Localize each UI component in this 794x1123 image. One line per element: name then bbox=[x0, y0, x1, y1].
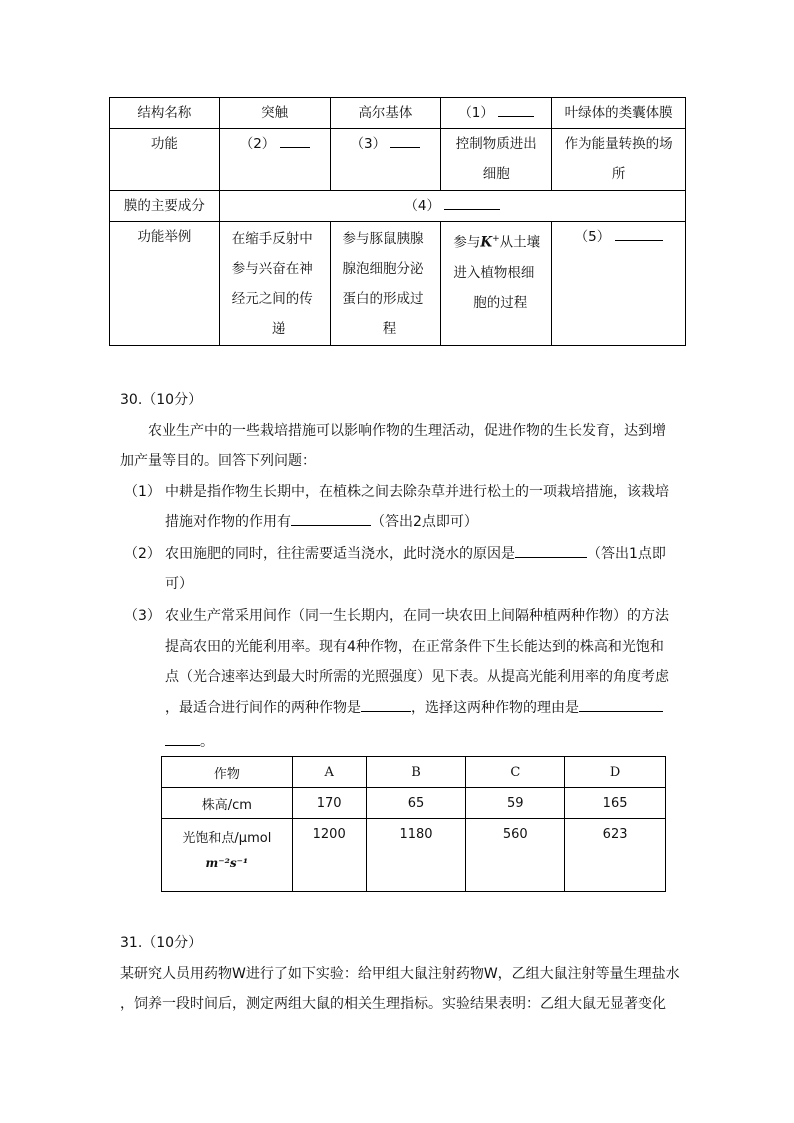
paragraph: ，饲养一段时间后，测定两组大鼠的相关生理指标。实验结果表明：乙组大鼠无显著变化 bbox=[120, 996, 666, 1012]
table-header: 作物 bbox=[162, 757, 293, 788]
paragraph: 农业生产中的一些栽培措施可以影响作物的生理活动，促进作物的生长发育，达到增 bbox=[148, 423, 666, 439]
table-header: 叶绿体的类囊体膜 bbox=[552, 98, 686, 129]
table-cell: 59 bbox=[466, 788, 565, 819]
q31-heading: 31.（10分） bbox=[120, 935, 203, 951]
table-cell: 165 bbox=[565, 788, 666, 819]
paragraph: ，最适合进行间作的两种作物是 ，选择这两种作物的理由是 bbox=[165, 697, 663, 717]
table-cell: 560 bbox=[466, 819, 565, 892]
structure-function-table bbox=[109, 97, 686, 346]
paragraph: 农田施肥的同时，往往需要适当浇水，此时浇水的原因是 （答出1点即 bbox=[165, 546, 666, 562]
blank-cell-5: （5） bbox=[552, 222, 686, 346]
crop-table bbox=[161, 756, 666, 892]
item-number: （1） bbox=[124, 484, 161, 500]
table-header: A bbox=[292, 757, 366, 788]
row-label: 光饱和点/μmol m⁻²s⁻¹ bbox=[162, 819, 293, 892]
table-cell: 170 bbox=[292, 788, 366, 819]
table-cell: 控制物质进出 细胞 bbox=[441, 129, 552, 191]
paragraph: 某研究人员用药物W进行了如下实验：给甲组大鼠注射药物W，乙组大鼠注射等量生理盐水 bbox=[120, 966, 680, 982]
paragraph: 点（光合速率达到最大时所需的光照强度）见下表。从提高光能利用率的角度考虑 bbox=[165, 669, 669, 685]
item-number: （3） bbox=[124, 608, 161, 624]
table-row bbox=[110, 98, 686, 129]
paragraph: 加产量等目的。回答下列问题： bbox=[120, 453, 316, 469]
blank-cell-3: （3） bbox=[330, 129, 441, 191]
table-header: 高尔基体 bbox=[330, 98, 441, 129]
q30-heading: 30.（10分） bbox=[120, 392, 203, 408]
blank-cell-4: （4） bbox=[219, 191, 685, 222]
table-header: D bbox=[565, 757, 666, 788]
row-label: 功能 bbox=[110, 129, 220, 191]
table-header: B bbox=[366, 757, 466, 788]
table-cell: 作为能量转换的场 所 bbox=[552, 129, 686, 191]
table-row-example bbox=[110, 222, 686, 346]
row-label: 膜的主要成分 bbox=[110, 191, 220, 222]
table-row bbox=[162, 819, 666, 892]
table-header: 突触 bbox=[219, 98, 330, 129]
table-cell: 623 bbox=[565, 819, 666, 892]
paragraph: 措施对作物的作用有 （答出2点即可） bbox=[165, 514, 478, 530]
paragraph: 中耕是指作物生长期中，在植株之间去除杂草并进行松土的一项栽培措施，该栽培 bbox=[165, 484, 669, 500]
paragraph: 可） bbox=[165, 576, 193, 592]
unit-label: m⁻²s⁻¹ bbox=[205, 856, 249, 870]
paragraph: 提高农田的光能利用率。现有4种作物，在正常条件下生长能达到的株高和光饱和 bbox=[165, 639, 664, 655]
table-cell: 1200 bbox=[292, 819, 366, 892]
table-row-membrane bbox=[110, 191, 686, 222]
table-header: 结构名称 bbox=[110, 98, 220, 129]
table-cell: 参与K+从土壤 进入植物根细 胞的过程 bbox=[441, 222, 552, 346]
row-label: 株高/cm bbox=[162, 788, 293, 819]
paragraph: 农业生产常采用间作（同一生长期内，在同一块农田上间隔种植两种作物）的方法 bbox=[165, 608, 669, 624]
table-row-function bbox=[110, 129, 686, 191]
table-cell: 在缩手反射中 参与兴奋在神 经元之间的传 递 bbox=[219, 222, 330, 346]
table-header: C bbox=[466, 757, 565, 788]
table-row bbox=[162, 788, 666, 819]
table-row bbox=[162, 757, 666, 788]
table-cell: 65 bbox=[366, 788, 466, 819]
row-label: 功能举例 bbox=[110, 222, 220, 346]
table-header-blank-1: （1） bbox=[441, 98, 552, 129]
potassium-ion: K bbox=[480, 234, 493, 251]
paragraph: 。 bbox=[165, 731, 214, 751]
blank-cell-2: （2） bbox=[219, 129, 330, 191]
table-cell: 参与豚鼠胰腺 腺泡细胞分泌 蛋白的形成过 程 bbox=[330, 222, 441, 346]
item-number: （2） bbox=[124, 546, 161, 562]
table-cell: 1180 bbox=[366, 819, 466, 892]
